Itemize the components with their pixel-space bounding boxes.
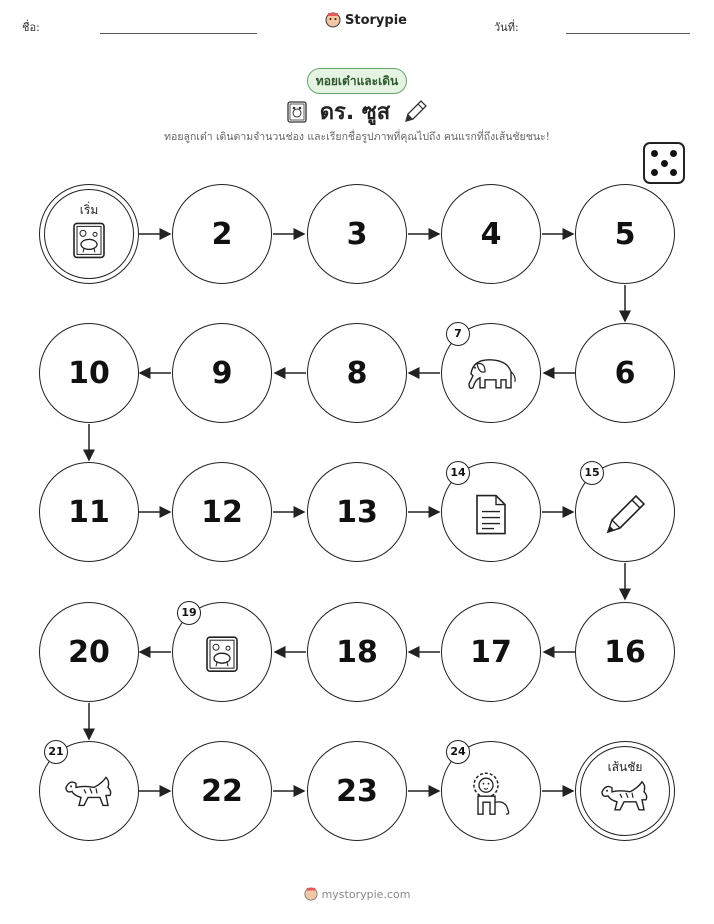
document-icon [474,494,508,540]
space-number: 8 [346,355,368,391]
brand-name: Storypie [345,12,407,28]
space-number-tag: 21 [44,740,68,764]
board-space-8 [307,323,407,423]
board-space-21 [39,741,139,841]
board-space-9 [172,323,272,423]
space-number: 5 [614,216,636,252]
space-number: 6 [614,355,636,391]
space-number-tag: 15 [580,461,604,485]
space-number: 23 [336,773,378,809]
book-icon [70,221,108,263]
space-number: 17 [470,634,512,670]
creature-icon [598,778,652,822]
space-number-tag: 7 [446,322,470,346]
space-number: 18 [336,634,378,670]
board-space-24 [441,741,541,841]
space-number: 2 [211,216,233,252]
game-type-badge: ทอยเต๋าและเดิน [307,68,407,94]
board-space-11 [39,462,139,562]
space-number-tag: 19 [177,601,201,625]
instructions: ทอยลูกเต๋า เดินตามจำนวนช่อง และเรียกชื่อรูปภาพที่คุณไปถึง คนแรกที่ถึงเส้นชัยชนะ! [164,131,550,143]
board-space-12 [172,462,272,562]
board-space-22 [172,741,272,841]
storypie-mascot-icon [304,887,318,901]
board-space-16 [575,602,675,702]
space-number-tag: 14 [446,461,470,485]
finish-space [575,741,675,841]
board-space-20 [39,602,139,702]
board-space-6 [575,323,675,423]
board-space-23 [307,741,407,841]
board-space-18 [307,602,407,702]
start-space [39,184,139,284]
space-number: 11 [68,494,110,530]
space-number: 22 [201,773,243,809]
board-space-13 [307,462,407,562]
space-number: 10 [68,355,110,391]
board-space-4 [441,184,541,284]
space-number: 13 [336,494,378,530]
space-number-tag: 24 [446,740,470,764]
creature-icon [62,773,116,817]
board-space-19 [172,602,272,702]
pencil-icon [602,492,648,542]
book-icon [203,635,241,677]
lion-icon [468,770,514,822]
board-space-7 [441,323,541,423]
board-space-5 [575,184,675,284]
space-number: 20 [68,634,110,670]
start-label: เริ่ม [79,203,99,217]
date-label: วันที่: [494,21,519,34]
footer-url: mystorypie.com [321,887,411,901]
finish-label: เส้นชัย [607,760,643,774]
space-number: 9 [211,355,233,391]
board-space-17 [441,602,541,702]
space-number: 16 [604,634,646,670]
elephant-icon [463,354,519,402]
space-number: 4 [480,216,502,252]
footer [0,887,714,901]
space-number: 12 [201,494,243,530]
name-label: ชื่อ: [22,21,40,34]
page-title: ดร. ซูส [319,100,391,125]
board-space-15 [575,462,675,562]
space-number: 3 [346,216,368,252]
board-space-2 [172,184,272,284]
board-space-3 [307,184,407,284]
board-space-14 [441,462,541,562]
board-space-10 [39,323,139,423]
